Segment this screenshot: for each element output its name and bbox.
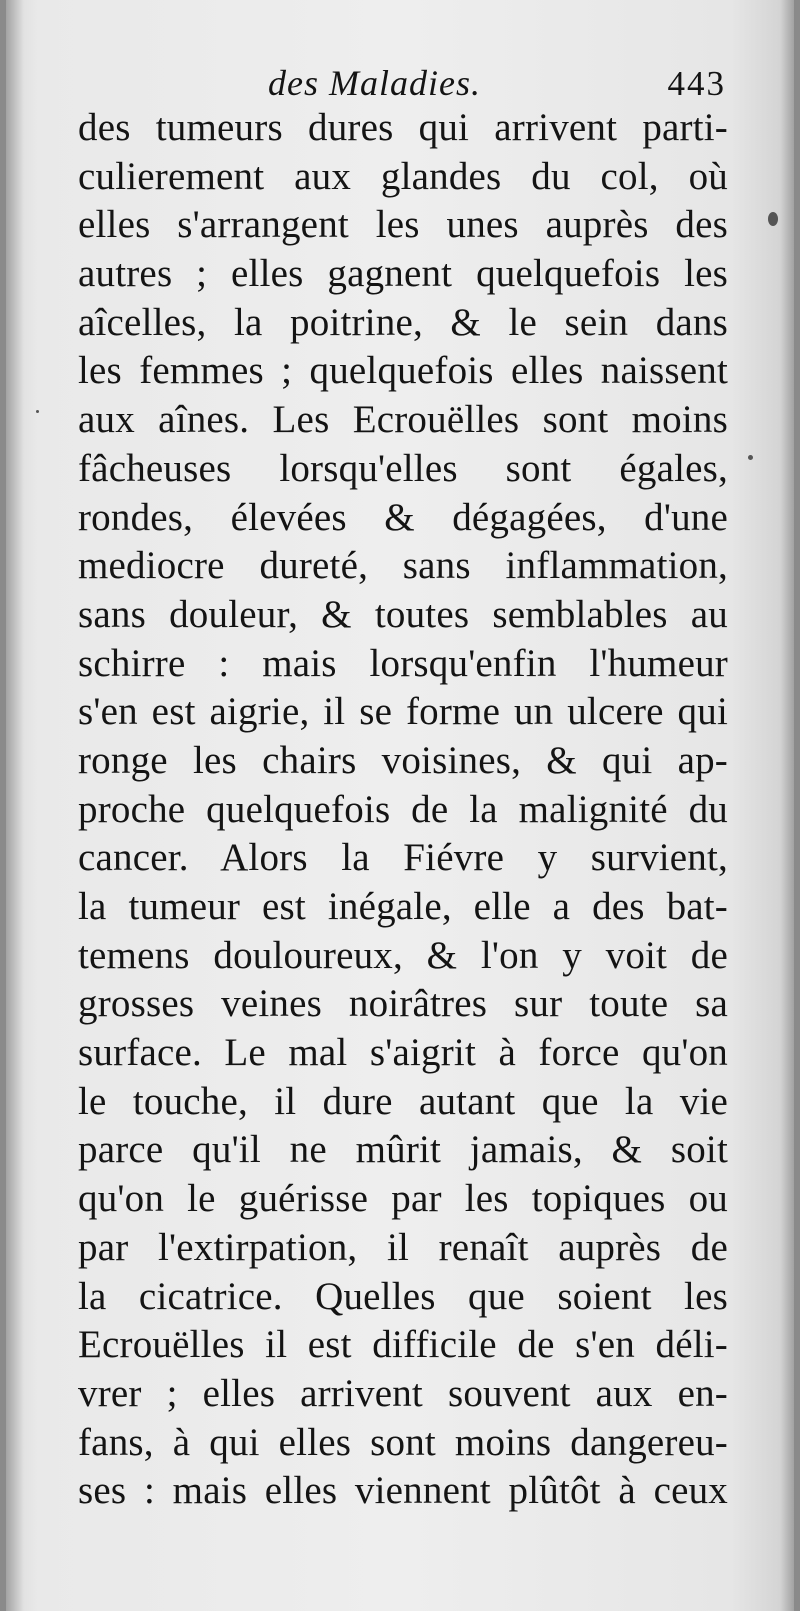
text-line: surface. Le mal s'aigrit à force qu'on [78, 1031, 728, 1075]
gutter-shadow [6, 0, 24, 1611]
text-line: fans, à qui elles sont moins dangereu- [78, 1420, 728, 1464]
text-line: fâcheuses lorsqu'elles sont égales, [78, 446, 728, 490]
text-line: aîcelles, la poitrine, & le sein dans [78, 300, 728, 344]
text-line: parce qu'il ne mûrit jamais, & soit [78, 1128, 728, 1172]
text-line: schirre : mais lorsqu'enfin l'humeur [78, 641, 728, 685]
body-text [78, 104, 728, 1516]
text-line: culierement aux glandes du col, où [78, 154, 728, 198]
ink-speck [748, 455, 753, 460]
book-page [6, 0, 794, 1611]
text-line: la tumeur est inégale, elle a des bat- [78, 885, 728, 928]
text-line: le touche, il dure autant que la vie [78, 1079, 728, 1123]
ink-speck [36, 410, 39, 413]
text-line: temens douloureux, & l'on y voit de [78, 933, 728, 977]
text-line: qu'on le guérisse par les topiques ou [78, 1177, 728, 1221]
text-line: mediocre dureté, sans inflammation, [78, 544, 728, 588]
text-line: vrer ; elles arrivent souvent aux en- [78, 1371, 728, 1415]
text-line: grosses veines noirâtres sur toute sa [78, 982, 728, 1026]
edge-shadow [780, 0, 794, 1611]
text-line: ses : mais elles viennent plûtôt à ceux [78, 1469, 728, 1513]
text-line: Ecrouëlles il est difficile de s'en déli- [78, 1323, 728, 1367]
text-line: autres ; elles gagnent quelquefois les [78, 252, 728, 296]
text-line: rondes, élevées & dégagées, d'une [78, 495, 728, 539]
page-header [76, 62, 726, 110]
text-line: aux aînes. Les Ecrouëlles sont moins [78, 398, 728, 442]
text-line: par l'extirpation, il renaît auprès de [78, 1225, 728, 1269]
text-line: ronge les chairs voisines, & qui ap- [78, 738, 728, 782]
ink-speck [768, 212, 778, 226]
running-head: des Maladies. [268, 63, 481, 103]
text-line: cancer. Alors la Fiévre y survient, [78, 836, 728, 880]
text-line: les femmes ; quelquefois elles naissent [78, 349, 728, 393]
page-number: 443 [667, 64, 726, 103]
text-line: sans douleur, & toutes semblables au [78, 592, 728, 636]
text-line: la cicatrice. Quelles que soient les [78, 1274, 728, 1318]
text-line: des tumeurs dures qui arrivent parti- [78, 106, 728, 149]
text-line: proche quelquefois de la malignité du [78, 787, 728, 831]
text-line: elles s'arrangent les unes auprès des [78, 203, 728, 247]
text-line: s'en est aigrie, il se forme un ulcere qui [78, 690, 728, 734]
